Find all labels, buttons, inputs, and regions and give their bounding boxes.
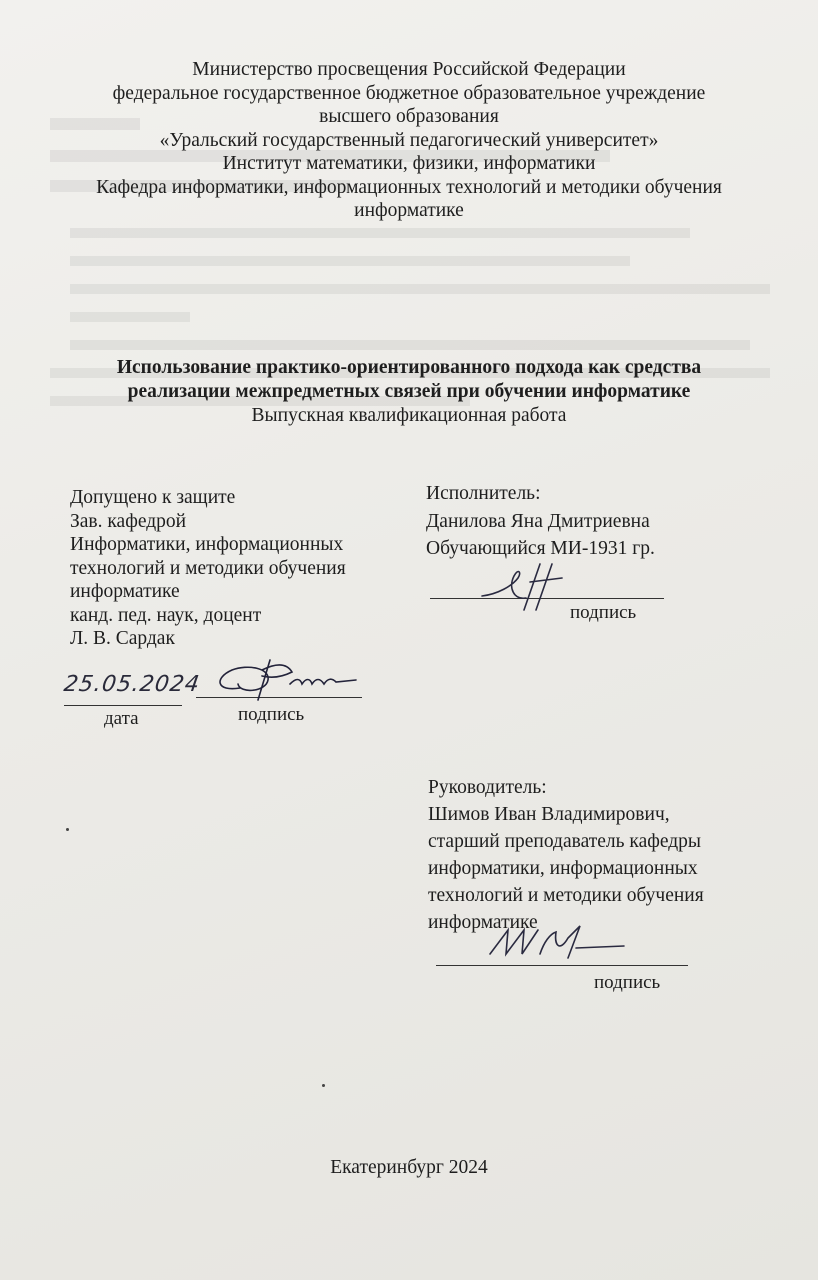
executor-name: Данилова Яна Дмитриевна	[426, 510, 650, 532]
supervisor-position-2: информатики, информационных	[428, 858, 698, 879]
admission-heading: Допущено к защите	[70, 487, 236, 508]
city-year: Екатеринбург 2024	[330, 1157, 488, 1178]
admission-dept-1: Информатики, информационных	[70, 534, 344, 555]
executor-signature-label: подпись	[570, 602, 637, 623]
supervisor-signature	[484, 918, 634, 966]
paper-speck	[66, 828, 69, 831]
thesis-title-line2: реализации межпредметных связей при обучении информатике	[127, 381, 691, 402]
executor-heading: Исполнитель:	[426, 483, 541, 504]
university-name: «Уральский государственный педагогический университет»	[159, 129, 659, 151]
executor-signature	[478, 556, 588, 612]
date-label: дата	[104, 708, 139, 729]
paper-speck	[322, 1084, 325, 1087]
executor-block	[426, 482, 766, 561]
supervisor-signature-svg	[484, 918, 634, 966]
admission-degree: канд. пед. наук, доцент	[70, 604, 262, 626]
thesis-title-block	[0, 356, 818, 428]
supervisor-position-3: технологий и методики обучения	[428, 885, 704, 906]
executor-group: Обучающийся МИ-1931 гр.	[426, 538, 655, 559]
department-name: Кафедра информатики, информационных технологий и методики обучения	[96, 176, 722, 198]
head-signature-svg	[210, 648, 360, 706]
admission-dept-3: информатике	[70, 581, 180, 602]
executor-signature-svg	[478, 556, 588, 612]
thesis-type: Выпускная квалификационная работа	[251, 405, 567, 426]
admission-block	[70, 486, 400, 651]
admission-head-name: Л. В. Сардак	[70, 628, 175, 649]
admission-dept-2: технологий и методики обучения	[70, 557, 346, 579]
supervisor-signature-label: подпись	[594, 972, 661, 993]
supervisor-position-4: информатике	[428, 912, 538, 933]
department-name-cont: информатике	[354, 200, 464, 221]
institution-header	[0, 58, 818, 223]
date-underline	[64, 705, 182, 706]
institute-name: Институт математики, физики, информатики	[222, 153, 596, 174]
thesis-title-line1: Использование практико-ориентированного подхода как средства	[116, 357, 702, 378]
admission-position: Зав. кафедрой	[70, 510, 187, 532]
ministry-line: Министерство просвещения Российской Федерации	[192, 59, 626, 80]
handwritten-date: 25.05.2024	[62, 672, 202, 697]
head-signature-label: подпись	[238, 704, 305, 725]
supervisor-block	[428, 774, 768, 936]
institution-type-line: федеральное государственное бюджетное образовательное учреждение	[112, 82, 706, 104]
supervisor-position-1: старший преподаватель кафедры	[428, 831, 702, 852]
supervisor-name: Шимов Иван Владимирович,	[428, 804, 670, 825]
education-level-line: высшего образования	[319, 106, 499, 127]
head-signature	[210, 648, 360, 706]
supervisor-heading: Руководитель:	[428, 777, 547, 798]
